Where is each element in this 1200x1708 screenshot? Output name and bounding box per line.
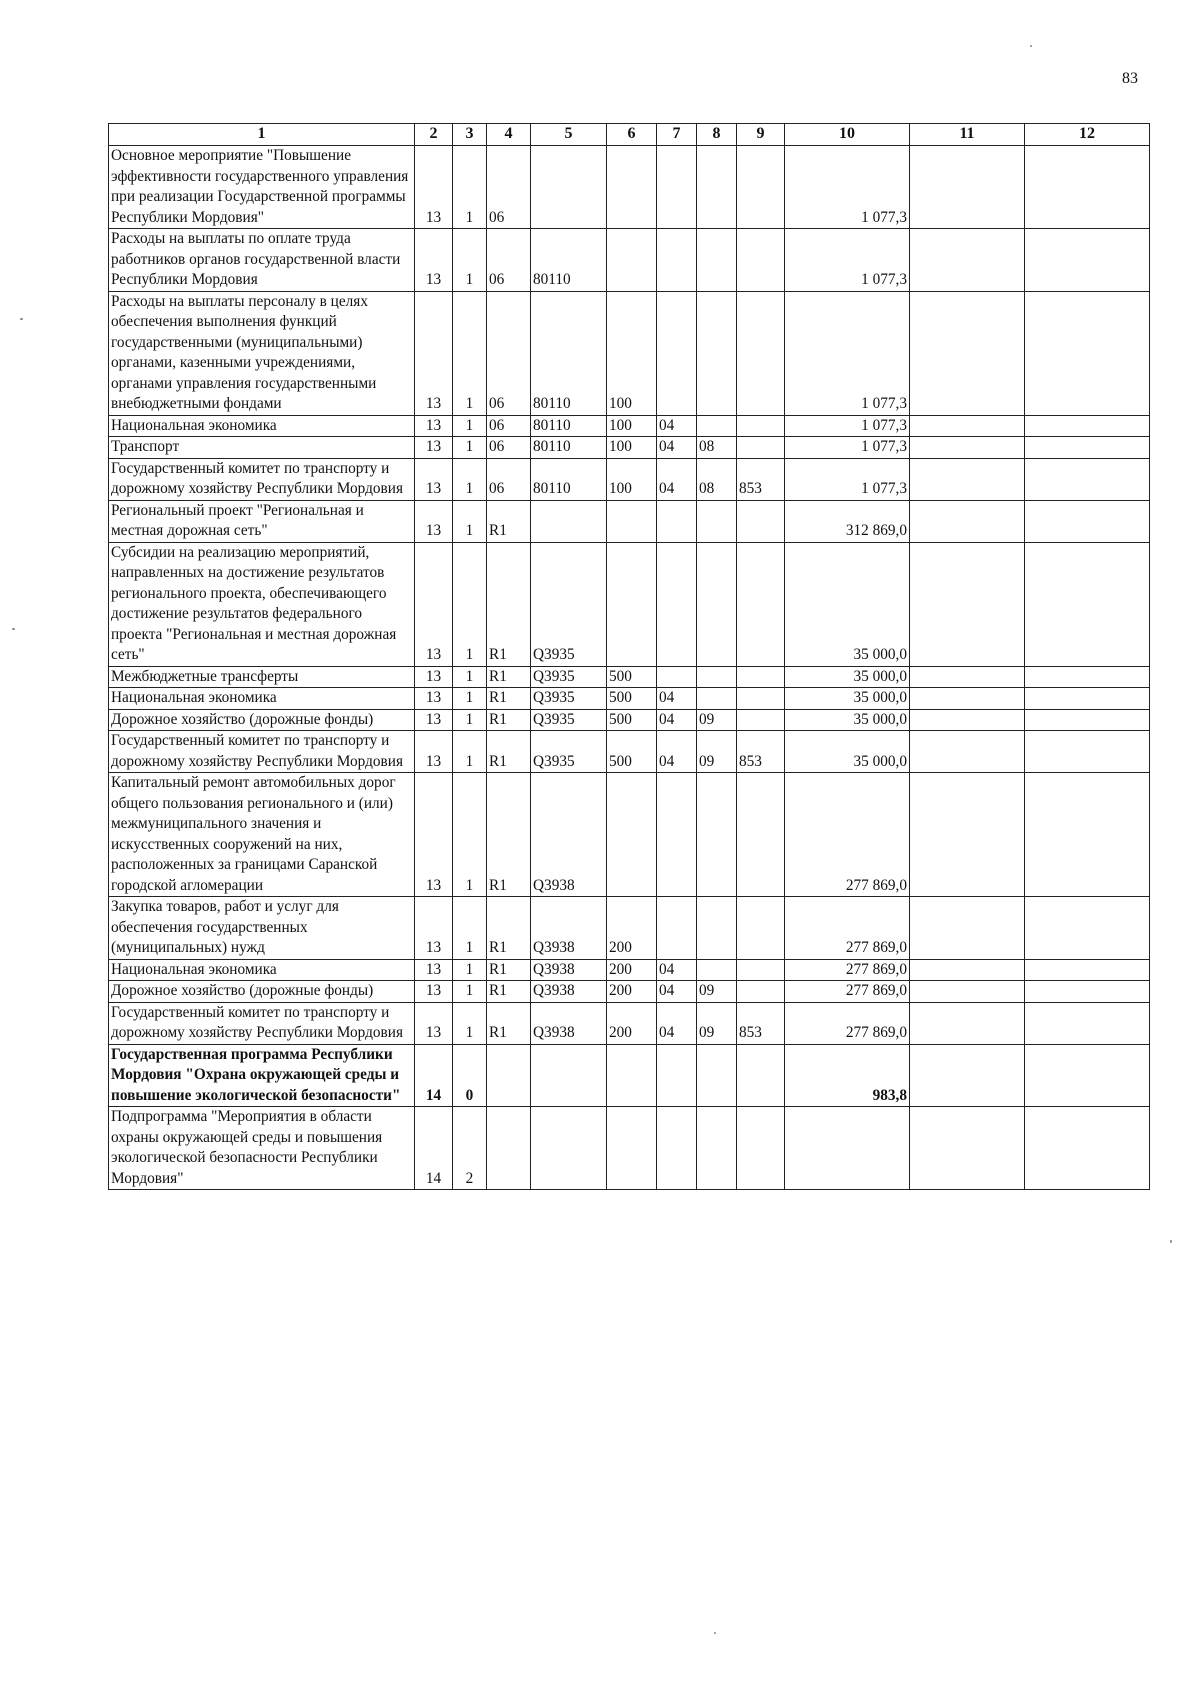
cell-c11 — [910, 773, 1025, 897]
cell-c10: 277 869,0 — [785, 773, 910, 897]
column-header-10: 10 — [785, 124, 910, 146]
cell-c7: 04 — [657, 959, 697, 981]
cell-c3: 1 — [453, 731, 487, 773]
cell-c2: 13 — [415, 500, 453, 542]
cell-c5: Q3935 — [531, 666, 607, 688]
cell-c3: 1 — [453, 415, 487, 437]
cell-c3: 1 — [453, 959, 487, 981]
cell-c9 — [737, 542, 785, 666]
cell-c8 — [697, 959, 737, 981]
row-name-cell: Национальная экономика — [109, 688, 415, 710]
cell-c9: 853 — [737, 731, 785, 773]
cell-c4: 06 — [487, 229, 531, 292]
cell-c7: 04 — [657, 1002, 697, 1044]
cell-c11 — [910, 229, 1025, 292]
column-header-4: 4 — [487, 124, 531, 146]
cell-c3: 1 — [453, 688, 487, 710]
cell-c6: 100 — [607, 291, 657, 415]
cell-c2: 13 — [415, 291, 453, 415]
cell-c11 — [910, 731, 1025, 773]
cell-c10: 312 869,0 — [785, 500, 910, 542]
cell-c5: Q3935 — [531, 688, 607, 710]
cell-c7 — [657, 500, 697, 542]
table-row — [109, 709, 1150, 731]
cell-c2: 13 — [415, 688, 453, 710]
cell-c9 — [737, 688, 785, 710]
cell-c8: 09 — [697, 709, 737, 731]
cell-c8: 09 — [697, 1002, 737, 1044]
cell-c3: 1 — [453, 709, 487, 731]
cell-c10: 983,8 — [785, 1044, 910, 1107]
cell-c12 — [1025, 437, 1150, 459]
cell-c8: 08 — [697, 437, 737, 459]
cell-c8 — [697, 146, 737, 229]
cell-c12 — [1025, 1002, 1150, 1044]
cell-c8 — [697, 773, 737, 897]
cell-c6: 200 — [607, 897, 657, 960]
cell-c10: 277 869,0 — [785, 897, 910, 960]
row-name-cell: Межбюджетные трансферты — [109, 666, 415, 688]
cell-c3: 1 — [453, 146, 487, 229]
cell-c5: Q3938 — [531, 1002, 607, 1044]
cell-c9 — [737, 981, 785, 1003]
cell-c7: 04 — [657, 709, 697, 731]
cell-c12 — [1025, 1107, 1150, 1190]
cell-c4: R1 — [487, 688, 531, 710]
cell-c4: R1 — [487, 773, 531, 897]
column-header-2: 2 — [415, 124, 453, 146]
cell-c8 — [697, 229, 737, 292]
table-row — [109, 291, 1150, 415]
cell-c7 — [657, 1107, 697, 1190]
cell-c6 — [607, 542, 657, 666]
cell-c2: 13 — [415, 458, 453, 500]
cell-c8 — [697, 688, 737, 710]
cell-c11 — [910, 1002, 1025, 1044]
cell-c5: Q3938 — [531, 959, 607, 981]
table-row — [109, 1107, 1150, 1190]
cell-c4: R1 — [487, 542, 531, 666]
cell-c7: 04 — [657, 415, 697, 437]
cell-c3: 1 — [453, 897, 487, 960]
cell-c4: R1 — [487, 897, 531, 960]
cell-c2: 13 — [415, 146, 453, 229]
row-name-cell: Подпрограмма "Мероприятия в области охраны окружающей среды и повышения экологической безопасности Республики Мордовия" — [109, 1107, 415, 1190]
cell-c5: Q3935 — [531, 542, 607, 666]
cell-c7: 04 — [657, 458, 697, 500]
table-row — [109, 1044, 1150, 1107]
cell-c8 — [697, 542, 737, 666]
cell-c2: 14 — [415, 1107, 453, 1190]
cell-c10: 1 077,3 — [785, 458, 910, 500]
column-header-6: 6 — [607, 124, 657, 146]
cell-c7: 04 — [657, 437, 697, 459]
cell-c10: 35 000,0 — [785, 666, 910, 688]
table-row — [109, 959, 1150, 981]
row-name-cell: Капитальный ремонт автомобильных дорог общего пользования регионального и (или) межмуниципального значения и искусственных сооружений на них, расположенных за границами Саранской городской агломерации — [109, 773, 415, 897]
cell-c7 — [657, 146, 697, 229]
cell-c9 — [737, 500, 785, 542]
cell-c8 — [697, 500, 737, 542]
cell-c10: 277 869,0 — [785, 959, 910, 981]
row-name-cell: Субсидии на реализацию мероприятий, направленных на достижение результатов регионального проекта, обеспечивающего достижение результатов федерального проекта "Региональная и местная дорожная сеть" — [109, 542, 415, 666]
table-row — [109, 688, 1150, 710]
table-row — [109, 437, 1150, 459]
row-name-cell: Национальная экономика — [109, 959, 415, 981]
cell-c4: 06 — [487, 458, 531, 500]
cell-c2: 13 — [415, 1002, 453, 1044]
cell-c4: 06 — [487, 437, 531, 459]
cell-c12 — [1025, 773, 1150, 897]
budget-table — [108, 123, 1150, 1190]
cell-c6: 200 — [607, 981, 657, 1003]
cell-c10: 35 000,0 — [785, 709, 910, 731]
row-name-cell: Дорожное хозяйство (дорожные фонды) — [109, 981, 415, 1003]
cell-c7 — [657, 666, 697, 688]
cell-c2: 13 — [415, 229, 453, 292]
cell-c9 — [737, 229, 785, 292]
cell-c7 — [657, 229, 697, 292]
cell-c2: 14 — [415, 1044, 453, 1107]
cell-c4: R1 — [487, 666, 531, 688]
cell-c12 — [1025, 500, 1150, 542]
row-name-cell: Региональный проект "Региональная и местная дорожная сеть" — [109, 500, 415, 542]
cell-c7 — [657, 291, 697, 415]
cell-c12 — [1025, 229, 1150, 292]
cell-c6: 200 — [607, 959, 657, 981]
cell-c6 — [607, 500, 657, 542]
cell-c12 — [1025, 688, 1150, 710]
cell-c2: 13 — [415, 773, 453, 897]
cell-c11 — [910, 981, 1025, 1003]
cell-c11 — [910, 500, 1025, 542]
cell-c2: 13 — [415, 981, 453, 1003]
cell-c6 — [607, 1044, 657, 1107]
cell-c9: 853 — [737, 1002, 785, 1044]
cell-c6 — [607, 773, 657, 897]
cell-c4: 06 — [487, 291, 531, 415]
cell-c6 — [607, 229, 657, 292]
cell-c6: 100 — [607, 415, 657, 437]
cell-c10: 277 869,0 — [785, 981, 910, 1003]
scan-speck — [1170, 1240, 1172, 1243]
table-row — [109, 897, 1150, 960]
cell-c12 — [1025, 542, 1150, 666]
cell-c5 — [531, 146, 607, 229]
cell-c8: 09 — [697, 981, 737, 1003]
row-name-cell: Расходы на выплаты персоналу в целях обеспечения выполнения функций государственными (муниципальными) органами, казенными учреждениями, органами управления государственными внебюджетными фондами — [109, 291, 415, 415]
row-name-cell: Национальная экономика — [109, 415, 415, 437]
cell-c8 — [697, 1107, 737, 1190]
cell-c7: 04 — [657, 731, 697, 773]
cell-c11 — [910, 709, 1025, 731]
cell-c12 — [1025, 458, 1150, 500]
column-header-9: 9 — [737, 124, 785, 146]
row-name-cell: Транспорт — [109, 437, 415, 459]
row-name-cell: Государственная программа Республики Мордовия "Охрана окружающей среды и повышение экологической безопасности" — [109, 1044, 415, 1107]
cell-c11 — [910, 291, 1025, 415]
column-header-12: 12 — [1025, 124, 1150, 146]
cell-c2: 13 — [415, 415, 453, 437]
cell-c4 — [487, 1107, 531, 1190]
cell-c9 — [737, 1107, 785, 1190]
cell-c10 — [785, 1107, 910, 1190]
table-row — [109, 666, 1150, 688]
cell-c2: 13 — [415, 666, 453, 688]
cell-c12 — [1025, 731, 1150, 773]
cell-c9: 853 — [737, 458, 785, 500]
cell-c4: R1 — [487, 959, 531, 981]
cell-c4: 06 — [487, 146, 531, 229]
page-number: 83 — [1122, 70, 1138, 87]
cell-c12 — [1025, 415, 1150, 437]
table-row — [109, 415, 1150, 437]
cell-c12 — [1025, 1044, 1150, 1107]
cell-c5: 80110 — [531, 437, 607, 459]
cell-c8 — [697, 415, 737, 437]
cell-c8 — [697, 897, 737, 960]
cell-c5: 80110 — [531, 229, 607, 292]
cell-c9 — [737, 959, 785, 981]
cell-c3: 1 — [453, 981, 487, 1003]
cell-c5 — [531, 1107, 607, 1190]
cell-c6 — [607, 146, 657, 229]
row-name-cell: Государственный комитет по транспорту и дорожному хозяйству Республики Мордовия — [109, 1002, 415, 1044]
cell-c2: 13 — [415, 731, 453, 773]
cell-c10: 1 077,3 — [785, 291, 910, 415]
row-name-cell: Дорожное хозяйство (дорожные фонды) — [109, 709, 415, 731]
table-row — [109, 458, 1150, 500]
cell-c7 — [657, 542, 697, 666]
row-name-cell: Закупка товаров, работ и услуг для обеспечения государственных (муниципальных) нужд — [109, 897, 415, 960]
cell-c12 — [1025, 897, 1150, 960]
cell-c9 — [737, 146, 785, 229]
cell-c6: 100 — [607, 437, 657, 459]
column-header-1: 1 — [109, 124, 415, 146]
cell-c3: 1 — [453, 542, 487, 666]
cell-c3: 1 — [453, 291, 487, 415]
cell-c2: 13 — [415, 709, 453, 731]
cell-c3: 1 — [453, 229, 487, 292]
table-row — [109, 542, 1150, 666]
cell-c3: 1 — [453, 458, 487, 500]
table-row — [109, 229, 1150, 292]
cell-c9 — [737, 1044, 785, 1107]
table-row — [109, 1002, 1150, 1044]
cell-c2: 13 — [415, 897, 453, 960]
cell-c2: 13 — [415, 542, 453, 666]
cell-c11 — [910, 458, 1025, 500]
cell-c5: Q3935 — [531, 709, 607, 731]
cell-c11 — [910, 1107, 1025, 1190]
cell-c6: 500 — [607, 709, 657, 731]
column-header-5: 5 — [531, 124, 607, 146]
cell-c10: 35 000,0 — [785, 688, 910, 710]
cell-c12 — [1025, 959, 1150, 981]
cell-c11 — [910, 1044, 1025, 1107]
cell-c4: R1 — [487, 1002, 531, 1044]
column-header-11: 11 — [910, 124, 1025, 146]
cell-c4: R1 — [487, 500, 531, 542]
cell-c5: Q3938 — [531, 897, 607, 960]
cell-c3: 1 — [453, 437, 487, 459]
cell-c4: R1 — [487, 981, 531, 1003]
cell-c11 — [910, 146, 1025, 229]
cell-c5: Q3935 — [531, 731, 607, 773]
cell-c4: R1 — [487, 709, 531, 731]
cell-c8 — [697, 291, 737, 415]
row-name-cell: Государственный комитет по транспорту и дорожному хозяйству Республики Мордовия — [109, 458, 415, 500]
row-name-cell: Государственный комитет по транспорту и дорожному хозяйству Республики Мордовия — [109, 731, 415, 773]
cell-c10: 35 000,0 — [785, 731, 910, 773]
cell-c8 — [697, 666, 737, 688]
cell-c12 — [1025, 291, 1150, 415]
cell-c5 — [531, 500, 607, 542]
cell-c4 — [487, 1044, 531, 1107]
cell-c3: 1 — [453, 666, 487, 688]
cell-c6 — [607, 1107, 657, 1190]
cell-c9 — [737, 291, 785, 415]
cell-c6: 200 — [607, 1002, 657, 1044]
header-row — [109, 124, 1150, 146]
cell-c9 — [737, 666, 785, 688]
column-header-8: 8 — [697, 124, 737, 146]
cell-c7: 04 — [657, 981, 697, 1003]
cell-c11 — [910, 666, 1025, 688]
cell-c11 — [910, 688, 1025, 710]
cell-c7: 04 — [657, 688, 697, 710]
table-row — [109, 731, 1150, 773]
budget-table-container — [108, 123, 1150, 1190]
cell-c5 — [531, 1044, 607, 1107]
table-body — [109, 146, 1150, 1190]
cell-c9 — [737, 897, 785, 960]
row-name-cell: Основное мероприятие "Повышение эффективности государственного управления при реализации Государственной программы Республики Мордовия" — [109, 146, 415, 229]
table-row — [109, 500, 1150, 542]
cell-c10: 277 869,0 — [785, 1002, 910, 1044]
cell-c10: 1 077,3 — [785, 229, 910, 292]
cell-c4: R1 — [487, 731, 531, 773]
cell-c2: 13 — [415, 437, 453, 459]
cell-c3: 2 — [453, 1107, 487, 1190]
table-row — [109, 981, 1150, 1003]
table-row — [109, 773, 1150, 897]
cell-c8: 09 — [697, 731, 737, 773]
cell-c3: 0 — [453, 1044, 487, 1107]
cell-c6: 500 — [607, 688, 657, 710]
row-name-cell: Расходы на выплаты по оплате труда работников органов государственной власти Республики Мордовия — [109, 229, 415, 292]
cell-c2: 13 — [415, 959, 453, 981]
cell-c12 — [1025, 666, 1150, 688]
cell-c3: 1 — [453, 500, 487, 542]
cell-c10: 1 077,3 — [785, 415, 910, 437]
cell-c11 — [910, 542, 1025, 666]
cell-c11 — [910, 959, 1025, 981]
cell-c9 — [737, 415, 785, 437]
column-header-7: 7 — [657, 124, 697, 146]
cell-c8: 08 — [697, 458, 737, 500]
cell-c7 — [657, 773, 697, 897]
scan-speck — [1030, 45, 1032, 47]
scan-speck — [20, 318, 23, 320]
cell-c7 — [657, 1044, 697, 1107]
table-row — [109, 146, 1150, 229]
cell-c10: 1 077,3 — [785, 437, 910, 459]
cell-c6: 500 — [607, 666, 657, 688]
column-header-3: 3 — [453, 124, 487, 146]
cell-c11 — [910, 437, 1025, 459]
cell-c12 — [1025, 709, 1150, 731]
cell-c10: 35 000,0 — [785, 542, 910, 666]
cell-c5: 80110 — [531, 458, 607, 500]
cell-c6: 100 — [607, 458, 657, 500]
cell-c11 — [910, 897, 1025, 960]
scan-speck — [714, 1632, 716, 1634]
cell-c5: 80110 — [531, 291, 607, 415]
cell-c9 — [737, 437, 785, 459]
cell-c6: 500 — [607, 731, 657, 773]
cell-c8 — [697, 1044, 737, 1107]
cell-c3: 1 — [453, 773, 487, 897]
cell-c4: 06 — [487, 415, 531, 437]
cell-c12 — [1025, 981, 1150, 1003]
cell-c5: Q3938 — [531, 773, 607, 897]
cell-c5: Q3938 — [531, 981, 607, 1003]
cell-c7 — [657, 897, 697, 960]
cell-c5: 80110 — [531, 415, 607, 437]
scan-speck — [12, 628, 15, 630]
cell-c10: 1 077,3 — [785, 146, 910, 229]
cell-c11 — [910, 415, 1025, 437]
cell-c3: 1 — [453, 1002, 487, 1044]
cell-c9 — [737, 773, 785, 897]
cell-c9 — [737, 709, 785, 731]
cell-c12 — [1025, 146, 1150, 229]
